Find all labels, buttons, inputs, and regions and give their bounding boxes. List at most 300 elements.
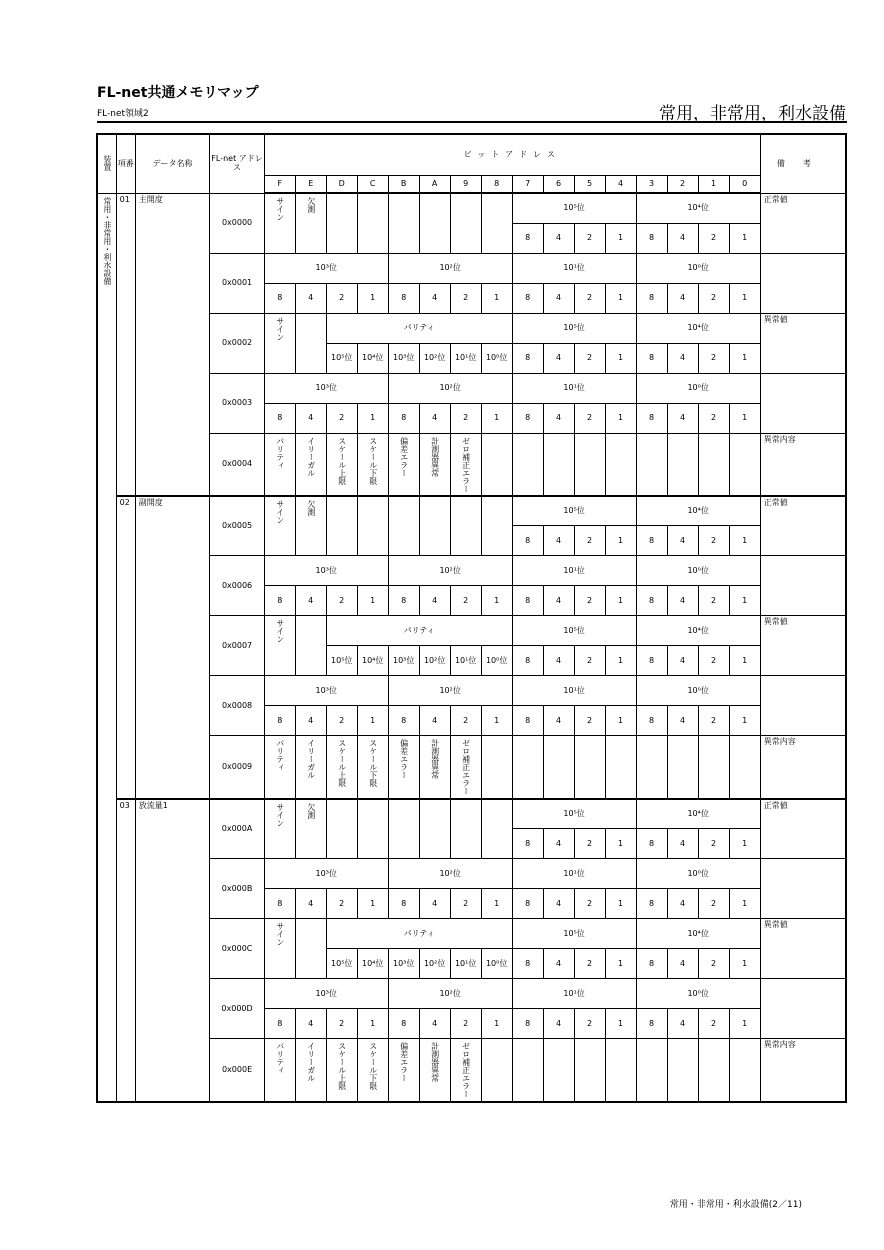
header-bit-address: ビットアドレス xyxy=(264,134,760,175)
parity-digit-cell: 10⁴位 xyxy=(357,646,388,676)
weight-cell: 2 xyxy=(326,1009,357,1039)
weight-cell: 2 xyxy=(574,1009,605,1039)
status-scale-upper-cell: スケール上限 xyxy=(326,1039,357,1102)
parity-digit-cell: 10⁵位 xyxy=(326,646,357,676)
digit-cell: 10⁰位 xyxy=(636,373,760,403)
digit-cell: 10¹位 xyxy=(512,253,636,283)
bit-header: 2 xyxy=(667,175,698,193)
remark-cell xyxy=(760,253,846,313)
empty-cell xyxy=(481,193,512,253)
weight-cell: 2 xyxy=(574,343,605,373)
weight-cell: 1 xyxy=(357,586,388,616)
page-footer: 常用・非常用・利水設備(2／11) xyxy=(669,1200,802,1210)
weight-cell: 2 xyxy=(326,586,357,616)
weight-cell: 4 xyxy=(543,646,574,676)
empty-cell xyxy=(636,433,667,496)
empty-cell xyxy=(326,496,357,556)
digit-cell: 10²位 xyxy=(388,373,512,403)
missing-cell: 欠測 xyxy=(295,496,326,556)
sign-cell: サイン xyxy=(264,919,295,979)
address-cell: 0x0007 xyxy=(210,616,264,676)
weight-cell: 1 xyxy=(605,586,636,616)
weight-cell: 4 xyxy=(543,706,574,736)
parity-digit-cell: 10⁵位 xyxy=(326,949,357,979)
weight-cell: 8 xyxy=(264,283,295,313)
weight-cell: 4 xyxy=(543,283,574,313)
weight-cell: 1 xyxy=(605,1009,636,1039)
empty-cell xyxy=(543,1039,574,1102)
address-cell: 0x0002 xyxy=(210,313,264,373)
weight-cell: 2 xyxy=(698,526,729,556)
address-cell: 0x0004 xyxy=(210,433,264,496)
weight-cell: 2 xyxy=(574,526,605,556)
address-cell: 0x0006 xyxy=(210,556,264,616)
empty-cell xyxy=(574,1039,605,1102)
weight-cell: 2 xyxy=(698,223,729,253)
weight-cell: 8 xyxy=(512,526,543,556)
status-illegal-cell: イリーガル xyxy=(295,1039,326,1102)
empty-cell xyxy=(729,1039,760,1102)
weight-cell: 2 xyxy=(326,706,357,736)
digit-cell: 10²位 xyxy=(388,556,512,586)
weight-cell: 8 xyxy=(264,586,295,616)
weight-cell: 4 xyxy=(543,889,574,919)
empty-cell xyxy=(357,799,388,859)
status-scale-lower-cell: スケール下限 xyxy=(357,736,388,799)
empty-cell xyxy=(388,496,419,556)
empty-cell xyxy=(295,919,326,979)
weight-cell: 4 xyxy=(667,706,698,736)
weight-cell: 1 xyxy=(729,646,760,676)
digit-cell: 10⁴位 xyxy=(636,616,760,646)
parity-cell: パリティ xyxy=(326,616,512,646)
remark-cell: 異常値 xyxy=(760,313,846,373)
weight-cell: 8 xyxy=(636,1009,667,1039)
section-heading: 常用，非常用，利水設備 xyxy=(659,104,846,124)
empty-cell xyxy=(698,1039,729,1102)
weight-cell: 1 xyxy=(605,706,636,736)
weight-cell: 2 xyxy=(326,403,357,433)
digit-cell: 10³位 xyxy=(264,556,388,586)
weight-cell: 1 xyxy=(481,403,512,433)
empty-cell xyxy=(605,433,636,496)
weight-cell: 2 xyxy=(698,343,729,373)
empty-cell xyxy=(481,736,512,799)
digit-cell: 10⁵位 xyxy=(512,193,636,223)
digit-cell: 10²位 xyxy=(388,979,512,1009)
bit-header: E xyxy=(295,175,326,193)
digit-cell: 10⁴位 xyxy=(636,919,760,949)
address-cell: 0x000E xyxy=(210,1039,264,1102)
weight-cell: 4 xyxy=(667,889,698,919)
weight-cell: 4 xyxy=(419,403,450,433)
weight-cell: 8 xyxy=(636,646,667,676)
sign-cell: サイン xyxy=(264,313,295,373)
parity-digit-cell: 10¹位 xyxy=(450,343,481,373)
bit-header: C xyxy=(357,175,388,193)
parity-digit-cell: 10³位 xyxy=(388,343,419,373)
empty-cell xyxy=(698,433,729,496)
status-dev-error-cell: 偏差エラー xyxy=(388,736,419,799)
device-name: 常用・非常用・利水設備 xyxy=(97,193,116,1102)
parity-digit-cell: 10⁰位 xyxy=(481,646,512,676)
empty-cell xyxy=(574,736,605,799)
bit-header: A xyxy=(419,175,450,193)
weight-cell: 1 xyxy=(357,283,388,313)
weight-cell: 4 xyxy=(419,706,450,736)
header-device: 装置 xyxy=(97,134,116,193)
weight-cell: 1 xyxy=(729,223,760,253)
empty-cell xyxy=(295,616,326,676)
weight-cell: 4 xyxy=(543,403,574,433)
weight-cell: 4 xyxy=(419,1009,450,1039)
weight-cell: 2 xyxy=(698,283,729,313)
sign-cell: サイン xyxy=(264,799,295,859)
empty-cell xyxy=(512,433,543,496)
status-illegal-cell: イリーガル xyxy=(295,736,326,799)
item-no: 03 xyxy=(116,799,135,1102)
empty-cell xyxy=(419,193,450,253)
weight-cell: 4 xyxy=(295,1009,326,1039)
header-remarks: 備考 xyxy=(760,134,846,193)
parity-digit-cell: 10³位 xyxy=(388,646,419,676)
address-cell: 0x0000 xyxy=(210,193,264,253)
weight-cell: 4 xyxy=(543,586,574,616)
weight-cell: 1 xyxy=(605,403,636,433)
remark-cell xyxy=(760,979,846,1039)
digit-cell: 10⁴位 xyxy=(636,496,760,526)
remark-cell: 正常値 xyxy=(760,799,846,859)
empty-cell xyxy=(481,1039,512,1102)
weight-cell: 1 xyxy=(357,403,388,433)
remark-cell xyxy=(760,859,846,919)
weight-cell: 2 xyxy=(450,586,481,616)
weight-cell: 2 xyxy=(698,829,729,859)
memory-map-table xyxy=(96,133,847,1103)
weight-cell: 8 xyxy=(636,403,667,433)
weight-cell: 8 xyxy=(512,646,543,676)
empty-cell xyxy=(543,433,574,496)
status-parity-cell: パリティ xyxy=(264,1039,295,1102)
empty-cell xyxy=(574,433,605,496)
header-data-name: データ名称 xyxy=(135,134,210,193)
weight-cell: 1 xyxy=(729,889,760,919)
weight-cell: 2 xyxy=(574,889,605,919)
digit-cell: 10⁵位 xyxy=(512,799,636,829)
status-scale-lower-cell: スケール下限 xyxy=(357,1039,388,1102)
weight-cell: 4 xyxy=(543,223,574,253)
digit-cell: 10²位 xyxy=(388,859,512,889)
empty-cell xyxy=(605,1039,636,1102)
weight-cell: 1 xyxy=(357,706,388,736)
remark-cell xyxy=(760,676,846,736)
address-cell: 0x000A xyxy=(210,799,264,859)
status-dev-error-cell: 偏差エラー xyxy=(388,1039,419,1102)
parity-digit-cell: 10⁰位 xyxy=(481,343,512,373)
empty-cell xyxy=(481,433,512,496)
weight-cell: 8 xyxy=(636,223,667,253)
weight-cell: 8 xyxy=(512,223,543,253)
weight-cell: 8 xyxy=(636,343,667,373)
digit-cell: 10¹位 xyxy=(512,556,636,586)
weight-cell: 1 xyxy=(729,829,760,859)
weight-cell: 2 xyxy=(574,586,605,616)
status-zero-error-cell: ゼロ補正エラー xyxy=(450,1039,481,1102)
parity-digit-cell: 10⁴位 xyxy=(357,949,388,979)
missing-cell: 欠測 xyxy=(295,799,326,859)
digit-cell: 10⁵位 xyxy=(512,496,636,526)
empty-cell xyxy=(450,799,481,859)
empty-cell xyxy=(326,193,357,253)
item-no: 02 xyxy=(116,496,135,799)
empty-cell xyxy=(357,496,388,556)
weight-cell: 4 xyxy=(667,526,698,556)
empty-cell xyxy=(450,193,481,253)
weight-cell: 4 xyxy=(295,889,326,919)
weight-cell: 1 xyxy=(729,706,760,736)
empty-cell xyxy=(481,799,512,859)
parity-digit-cell: 10²位 xyxy=(419,646,450,676)
bit-header: 5 xyxy=(574,175,605,193)
parity-digit-cell: 10⁰位 xyxy=(481,949,512,979)
weight-cell: 8 xyxy=(636,706,667,736)
weight-cell: 2 xyxy=(698,889,729,919)
weight-cell: 2 xyxy=(326,889,357,919)
weight-cell: 4 xyxy=(667,1009,698,1039)
empty-cell xyxy=(698,736,729,799)
data-name-cell: 主開度 xyxy=(135,193,210,496)
weight-cell: 8 xyxy=(512,586,543,616)
heading-rule xyxy=(97,121,847,123)
empty-cell xyxy=(543,736,574,799)
weight-cell: 8 xyxy=(636,586,667,616)
weight-cell: 2 xyxy=(574,829,605,859)
address-cell: 0x000C xyxy=(210,919,264,979)
weight-cell: 8 xyxy=(512,1009,543,1039)
weight-cell: 4 xyxy=(667,646,698,676)
digit-cell: 10¹位 xyxy=(512,373,636,403)
empty-cell xyxy=(419,496,450,556)
parity-digit-cell: 10¹位 xyxy=(450,646,481,676)
status-meter-error-cell: 計測器異常 xyxy=(419,433,450,496)
weight-cell: 8 xyxy=(264,889,295,919)
weight-cell: 4 xyxy=(419,889,450,919)
digit-cell: 10³位 xyxy=(264,373,388,403)
weight-cell: 8 xyxy=(512,829,543,859)
weight-cell: 2 xyxy=(574,223,605,253)
empty-cell xyxy=(667,736,698,799)
bit-header: B xyxy=(388,175,419,193)
digit-cell: 10⁰位 xyxy=(636,859,760,889)
remark-cell xyxy=(760,373,846,433)
weight-cell: 8 xyxy=(388,586,419,616)
weight-cell: 2 xyxy=(326,283,357,313)
weight-cell: 1 xyxy=(605,283,636,313)
weight-cell: 2 xyxy=(574,283,605,313)
status-meter-error-cell: 計測器異常 xyxy=(419,736,450,799)
empty-cell xyxy=(667,433,698,496)
empty-cell xyxy=(512,736,543,799)
weight-cell: 4 xyxy=(667,403,698,433)
status-meter-error-cell: 計測器異常 xyxy=(419,1039,450,1102)
empty-cell xyxy=(388,193,419,253)
address-cell: 0x0003 xyxy=(210,373,264,433)
remark-cell: 正常値 xyxy=(760,496,846,556)
empty-cell xyxy=(388,799,419,859)
sign-cell: サイン xyxy=(264,496,295,556)
digit-cell: 10⁰位 xyxy=(636,676,760,706)
empty-cell xyxy=(326,799,357,859)
weight-cell: 2 xyxy=(698,646,729,676)
status-scale-upper-cell: スケール上限 xyxy=(326,433,357,496)
weight-cell: 4 xyxy=(295,706,326,736)
parity-cell: パリティ xyxy=(326,313,512,343)
digit-cell: 10⁴位 xyxy=(636,193,760,223)
weight-cell: 8 xyxy=(388,283,419,313)
empty-cell xyxy=(636,1039,667,1102)
digit-cell: 10³位 xyxy=(264,676,388,706)
remark-cell: 異常内容 xyxy=(760,736,846,799)
weight-cell: 2 xyxy=(698,1009,729,1039)
status-zero-error-cell: ゼロ補正エラー xyxy=(450,736,481,799)
empty-cell xyxy=(512,1039,543,1102)
empty-cell xyxy=(636,736,667,799)
status-parity-cell: パリティ xyxy=(264,433,295,496)
weight-cell: 4 xyxy=(543,1009,574,1039)
weight-cell: 1 xyxy=(729,343,760,373)
weight-cell: 1 xyxy=(605,646,636,676)
parity-cell: パリティ xyxy=(326,919,512,949)
bit-header: 9 xyxy=(450,175,481,193)
weight-cell: 1 xyxy=(481,283,512,313)
weight-cell: 8 xyxy=(636,829,667,859)
bit-header: 6 xyxy=(543,175,574,193)
weight-cell: 8 xyxy=(388,706,419,736)
bit-header: 1 xyxy=(698,175,729,193)
parity-digit-cell: 10²位 xyxy=(419,343,450,373)
weight-cell: 2 xyxy=(574,646,605,676)
empty-cell xyxy=(295,313,326,373)
digit-cell: 10⁰位 xyxy=(636,979,760,1009)
bit-header: 3 xyxy=(636,175,667,193)
address-cell: 0x0009 xyxy=(210,736,264,799)
bit-header: 0 xyxy=(729,175,760,193)
weight-cell: 4 xyxy=(667,949,698,979)
weight-cell: 2 xyxy=(574,706,605,736)
weight-cell: 4 xyxy=(295,283,326,313)
digit-cell: 10⁰位 xyxy=(636,556,760,586)
parity-digit-cell: 10⁴位 xyxy=(357,343,388,373)
digit-cell: 10⁴位 xyxy=(636,799,760,829)
weight-cell: 1 xyxy=(605,829,636,859)
address-cell: 0x0008 xyxy=(210,676,264,736)
weight-cell: 8 xyxy=(264,1009,295,1039)
weight-cell: 8 xyxy=(636,889,667,919)
weight-cell: 8 xyxy=(512,949,543,979)
weight-cell: 8 xyxy=(264,403,295,433)
missing-cell: 欠測 xyxy=(295,193,326,253)
empty-cell xyxy=(605,736,636,799)
weight-cell: 1 xyxy=(481,706,512,736)
empty-cell xyxy=(667,1039,698,1102)
weight-cell: 8 xyxy=(388,403,419,433)
weight-cell: 1 xyxy=(481,1009,512,1039)
status-scale-upper-cell: スケール上限 xyxy=(326,736,357,799)
item-no: 01 xyxy=(116,193,135,496)
weight-cell: 4 xyxy=(667,283,698,313)
weight-cell: 1 xyxy=(357,1009,388,1039)
weight-cell: 2 xyxy=(450,1009,481,1039)
bit-header: 4 xyxy=(605,175,636,193)
weight-cell: 8 xyxy=(512,403,543,433)
weight-cell: 2 xyxy=(698,403,729,433)
weight-cell: 1 xyxy=(481,889,512,919)
data-name-cell: 放流量1 xyxy=(135,799,210,1102)
digit-cell: 10⁵位 xyxy=(512,616,636,646)
remark-cell: 正常値 xyxy=(760,193,846,253)
weight-cell: 1 xyxy=(729,949,760,979)
empty-cell xyxy=(481,496,512,556)
empty-cell xyxy=(729,433,760,496)
bit-header: D xyxy=(326,175,357,193)
weight-cell: 2 xyxy=(698,949,729,979)
bit-header: 8 xyxy=(481,175,512,193)
weight-cell: 4 xyxy=(667,343,698,373)
weight-cell: 4 xyxy=(295,403,326,433)
weight-cell: 4 xyxy=(667,829,698,859)
weight-cell: 4 xyxy=(667,586,698,616)
weight-cell: 4 xyxy=(543,829,574,859)
digit-cell: 10³位 xyxy=(264,253,388,283)
digit-cell: 10⁵位 xyxy=(512,919,636,949)
document-title: FL-net共通メモリマップ xyxy=(97,85,259,101)
digit-cell: 10⁵位 xyxy=(512,313,636,343)
sign-cell: サイン xyxy=(264,193,295,253)
remark-cell: 異常値 xyxy=(760,919,846,979)
weight-cell: 8 xyxy=(388,1009,419,1039)
digit-cell: 10⁴位 xyxy=(636,313,760,343)
weight-cell: 2 xyxy=(450,403,481,433)
digit-cell: 10³位 xyxy=(264,979,388,1009)
empty-cell xyxy=(357,193,388,253)
empty-cell xyxy=(419,799,450,859)
weight-cell: 2 xyxy=(450,706,481,736)
bit-header: 7 xyxy=(512,175,543,193)
header-address: FL-net アドレス xyxy=(210,134,264,193)
weight-cell: 2 xyxy=(698,706,729,736)
weight-cell: 4 xyxy=(543,526,574,556)
weight-cell: 2 xyxy=(574,403,605,433)
digit-cell: 10¹位 xyxy=(512,676,636,706)
address-cell: 0x0001 xyxy=(210,253,264,313)
status-zero-error-cell: ゼロ補正エラー xyxy=(450,433,481,496)
weight-cell: 8 xyxy=(388,889,419,919)
weight-cell: 8 xyxy=(636,526,667,556)
status-parity-cell: パリティ xyxy=(264,736,295,799)
weight-cell: 1 xyxy=(729,403,760,433)
weight-cell: 8 xyxy=(264,706,295,736)
digit-cell: 10¹位 xyxy=(512,859,636,889)
header-item-no: 項番 xyxy=(116,134,135,193)
weight-cell: 2 xyxy=(450,283,481,313)
weight-cell: 1 xyxy=(605,223,636,253)
sign-cell: サイン xyxy=(264,616,295,676)
weight-cell: 4 xyxy=(295,586,326,616)
empty-cell xyxy=(450,496,481,556)
weight-cell: 8 xyxy=(636,283,667,313)
remark-cell: 異常値 xyxy=(760,616,846,676)
remark-cell: 異常内容 xyxy=(760,433,846,496)
